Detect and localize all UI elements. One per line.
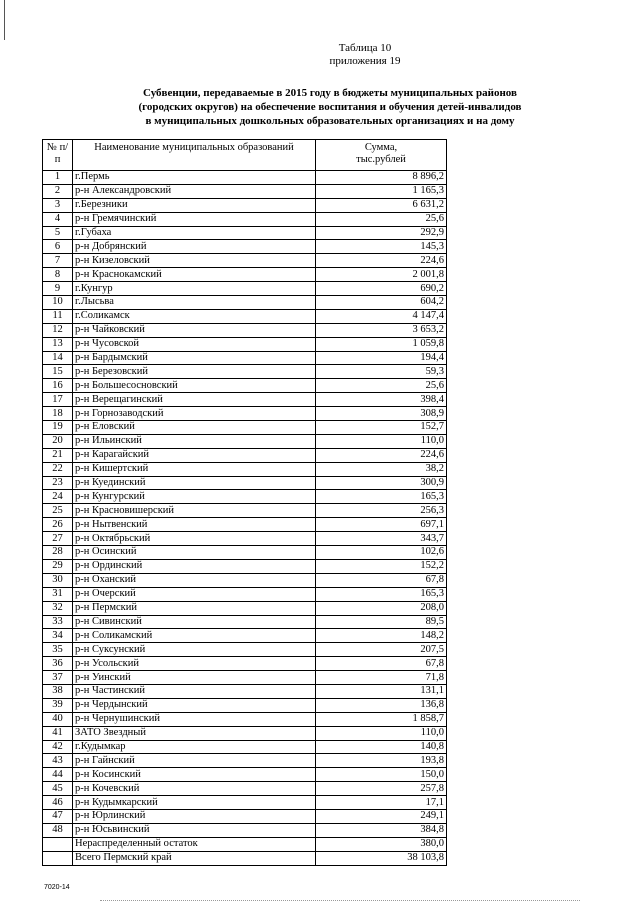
cell-name: р-н Чернушинский (73, 712, 316, 726)
table-row (43, 212, 447, 226)
appendix-label: приложения 19 (329, 55, 401, 67)
table-row (43, 476, 447, 490)
table-row (43, 643, 447, 657)
cell-sum: 102,6 (316, 546, 447, 560)
table-row (43, 615, 447, 629)
table-row (43, 490, 447, 504)
cell-num: 13 (43, 337, 73, 351)
cell-num: 45 (43, 782, 73, 796)
cell-name: р-н Красновишерский (73, 504, 316, 518)
table-row (43, 462, 447, 476)
table-row (43, 379, 447, 393)
cell-num: 35 (43, 643, 73, 657)
cell-name: р-н Березовский (73, 365, 316, 379)
cell-num (43, 851, 73, 865)
table-row (43, 532, 447, 546)
cell-num: 26 (43, 518, 73, 532)
table-row (43, 698, 447, 712)
table-row (43, 184, 447, 198)
cell-sum: 67,8 (316, 573, 447, 587)
cell-num: 44 (43, 768, 73, 782)
table-row (43, 421, 447, 435)
cell-num: 23 (43, 476, 73, 490)
cell-num: 40 (43, 712, 73, 726)
column-header-sum-line1: Сумма, (364, 142, 398, 153)
table-row (43, 323, 447, 337)
cell-num: 31 (43, 587, 73, 601)
table-row (43, 296, 447, 310)
cell-sum: 292,9 (316, 226, 447, 240)
cell-sum: 67,8 (316, 657, 447, 671)
cell-sum: 207,5 (316, 643, 447, 657)
table-row (43, 448, 447, 462)
cell-num: 41 (43, 726, 73, 740)
title-line-3: в муниципальных дошкольных образовательных организациях и на дому (145, 115, 515, 127)
table-row (43, 726, 447, 740)
cell-name: г.Пермь (73, 171, 316, 185)
cell-name: р-н Куединский (73, 476, 316, 490)
cell-num: 15 (43, 365, 73, 379)
cell-name: р-н Гремячинский (73, 212, 316, 226)
table-body (43, 171, 447, 866)
cell-sum: 2 001,8 (316, 268, 447, 282)
cell-name: р-н Кизеловский (73, 254, 316, 268)
cell-sum: 256,3 (316, 504, 447, 518)
cell-sum: 224,6 (316, 254, 447, 268)
cell-name: р-н Пермский (73, 601, 316, 615)
cell-sum: 136,8 (316, 698, 447, 712)
cell-num: 38 (43, 684, 73, 698)
cell-sum: 257,8 (316, 782, 447, 796)
cell-name: р-н Оханский (73, 573, 316, 587)
cell-name: р-н Уинский (73, 671, 316, 685)
cell-num: 36 (43, 657, 73, 671)
cell-num: 39 (43, 698, 73, 712)
column-header-sum-line2: тыс.рублей (356, 154, 406, 165)
cell-sum: 110,0 (316, 726, 447, 740)
cell-sum: 145,3 (316, 240, 447, 254)
cell-sum: 193,8 (316, 754, 447, 768)
cell-num: 34 (43, 629, 73, 643)
cell-name: г.Березники (73, 198, 316, 212)
cell-num: 6 (43, 240, 73, 254)
table-row (43, 823, 447, 837)
cell-num: 25 (43, 504, 73, 518)
cell-name: ЗАТО Звездный (73, 726, 316, 740)
table-row (43, 518, 447, 532)
cell-sum: 1 059,8 (316, 337, 447, 351)
table-row (43, 837, 447, 851)
table-row (43, 782, 447, 796)
table-row (43, 712, 447, 726)
cell-sum: 249,1 (316, 809, 447, 823)
cell-name: р-н Осинский (73, 546, 316, 560)
cell-sum: 194,4 (316, 351, 447, 365)
cell-sum: 17,1 (316, 796, 447, 810)
table-label: Таблица 10 (338, 42, 392, 54)
cell-name: р-н Частинский (73, 684, 316, 698)
cell-num: 22 (43, 462, 73, 476)
cell-name: р-н Суксунский (73, 643, 316, 657)
cell-num: 11 (43, 309, 73, 323)
cell-name: р-н Бардымский (73, 351, 316, 365)
table-row (43, 226, 447, 240)
cell-name: г.Соликамск (73, 309, 316, 323)
cell-name: г.Кунгур (73, 282, 316, 296)
table-row (43, 434, 447, 448)
cell-sum: 384,8 (316, 823, 447, 837)
table-row (43, 559, 447, 573)
cell-name: р-н Юсьвинский (73, 823, 316, 837)
cell-name: р-н Соликамский (73, 629, 316, 643)
table-row (43, 407, 447, 421)
cell-sum: 140,8 (316, 740, 447, 754)
table-row (43, 796, 447, 810)
column-header-sum (316, 140, 447, 171)
cell-name: р-н Краснокамский (73, 268, 316, 282)
cell-num: 27 (43, 532, 73, 546)
cell-sum: 1 165,3 (316, 184, 447, 198)
cell-num: 48 (43, 823, 73, 837)
cell-num (43, 837, 73, 851)
cell-name: р-н Кудымкарский (73, 796, 316, 810)
cell-num: 8 (43, 268, 73, 282)
cell-sum: 300,9 (316, 476, 447, 490)
cell-sum: 152,7 (316, 421, 447, 435)
cell-num: 3 (43, 198, 73, 212)
cell-name: р-н Ильинский (73, 434, 316, 448)
table-row (43, 365, 447, 379)
cell-name: р-н Горнозаводский (73, 407, 316, 421)
column-header-num: № п/п (43, 140, 73, 171)
cell-name: р-н Сивинский (73, 615, 316, 629)
cell-name: Нераспределенный остаток (73, 837, 316, 851)
cell-name: г.Губаха (73, 226, 316, 240)
cell-name: р-н Еловский (73, 421, 316, 435)
table-row (43, 268, 447, 282)
cell-sum: 148,2 (316, 629, 447, 643)
table-header-row (43, 140, 447, 171)
cell-num: 46 (43, 796, 73, 810)
cell-sum: 25,6 (316, 212, 447, 226)
cell-sum: 38,2 (316, 462, 447, 476)
cell-sum: 110,0 (316, 434, 447, 448)
cell-sum: 604,2 (316, 296, 447, 310)
cell-name: р-н Гайнский (73, 754, 316, 768)
cell-sum: 165,3 (316, 490, 447, 504)
cell-num: 1 (43, 171, 73, 185)
table-row (43, 240, 447, 254)
cell-num: 42 (43, 740, 73, 754)
cell-num: 16 (43, 379, 73, 393)
cell-sum: 697,1 (316, 518, 447, 532)
table-row (43, 254, 447, 268)
cell-sum: 165,3 (316, 587, 447, 601)
cell-sum: 71,8 (316, 671, 447, 685)
cell-num: 37 (43, 671, 73, 685)
cell-num: 33 (43, 615, 73, 629)
cell-name: р-н Александровский (73, 184, 316, 198)
cell-num: 10 (43, 296, 73, 310)
table-row (43, 337, 447, 351)
cell-sum: 6 631,2 (316, 198, 447, 212)
cell-num: 17 (43, 393, 73, 407)
cell-name: р-н Большесосновский (73, 379, 316, 393)
cell-name: р-н Чусовской (73, 337, 316, 351)
table-row (43, 809, 447, 823)
cell-name: р-н Верещагинский (73, 393, 316, 407)
cell-sum: 59,3 (316, 365, 447, 379)
cell-num: 21 (43, 448, 73, 462)
cell-name: р-н Кунгурский (73, 490, 316, 504)
cell-num: 12 (43, 323, 73, 337)
scan-edge-line (4, 0, 5, 40)
cell-sum: 224,6 (316, 448, 447, 462)
cell-num: 32 (43, 601, 73, 615)
cell-sum: 150,0 (316, 768, 447, 782)
cell-num: 9 (43, 282, 73, 296)
cell-sum: 208,0 (316, 601, 447, 615)
table-row (43, 351, 447, 365)
cell-name: р-н Нытвенский (73, 518, 316, 532)
cell-name: р-н Кочевский (73, 782, 316, 796)
cell-sum: 152,2 (316, 559, 447, 573)
cell-name: р-н Октябрьский (73, 532, 316, 546)
cell-sum: 398,4 (316, 393, 447, 407)
cell-name: р-н Очерский (73, 587, 316, 601)
cell-num: 4 (43, 212, 73, 226)
table-row (43, 601, 447, 615)
table-row (43, 629, 447, 643)
table-row (43, 754, 447, 768)
cell-num: 7 (43, 254, 73, 268)
cell-sum: 3 653,2 (316, 323, 447, 337)
table-row (43, 740, 447, 754)
table-caption (300, 42, 430, 68)
cell-sum: 308,9 (316, 407, 447, 421)
table-row (43, 671, 447, 685)
table-row (43, 309, 447, 323)
cell-num: 24 (43, 490, 73, 504)
cell-sum: 4 147,4 (316, 309, 447, 323)
cell-name: р-н Карагайский (73, 448, 316, 462)
cell-num: 29 (43, 559, 73, 573)
cell-name: р-н Кишертский (73, 462, 316, 476)
table-row (43, 393, 447, 407)
table-row (43, 198, 447, 212)
cell-sum: 1 858,7 (316, 712, 447, 726)
bottom-dotted-line (100, 900, 580, 901)
cell-sum: 38 103,8 (316, 851, 447, 865)
cell-name: г.Кудымкар (73, 740, 316, 754)
cell-num: 19 (43, 421, 73, 435)
cell-name: р-н Ординский (73, 559, 316, 573)
cell-num: 5 (43, 226, 73, 240)
cell-num: 2 (43, 184, 73, 198)
cell-sum: 690,2 (316, 282, 447, 296)
document-title (40, 86, 620, 128)
table-row (43, 282, 447, 296)
cell-sum: 25,6 (316, 379, 447, 393)
cell-sum: 89,5 (316, 615, 447, 629)
cell-name: р-н Чердынский (73, 698, 316, 712)
cell-name: р-н Добрянский (73, 240, 316, 254)
cell-name: р-н Юрлинский (73, 809, 316, 823)
cell-sum: 131,1 (316, 684, 447, 698)
cell-num: 47 (43, 809, 73, 823)
cell-sum: 380,0 (316, 837, 447, 851)
column-header-name: Наименование муниципальных образований (73, 140, 316, 171)
subsidy-table (42, 139, 447, 866)
table-row (43, 546, 447, 560)
cell-num: 28 (43, 546, 73, 560)
cell-num: 20 (43, 434, 73, 448)
table-row (43, 587, 447, 601)
table-row (43, 657, 447, 671)
title-line-1: Субвенции, передаваемые в 2015 году в бюджеты муниципальных районов (143, 87, 517, 99)
cell-num: 43 (43, 754, 73, 768)
footer-code: 7020-14 (44, 884, 70, 891)
cell-name: р-н Чайковский (73, 323, 316, 337)
cell-num: 14 (43, 351, 73, 365)
cell-num: 18 (43, 407, 73, 421)
table-row (43, 851, 447, 865)
cell-name: р-н Косинский (73, 768, 316, 782)
cell-sum: 8 896,2 (316, 171, 447, 185)
table-row (43, 573, 447, 587)
cell-name: Всего Пермский край (73, 851, 316, 865)
title-line-2: (городских округов) на обеспечение воспитания и обучения детей-инвалидов (138, 101, 522, 113)
cell-sum: 343,7 (316, 532, 447, 546)
table-row (43, 684, 447, 698)
table-row (43, 504, 447, 518)
cell-num: 30 (43, 573, 73, 587)
table-row (43, 171, 447, 185)
cell-name: р-н Усольский (73, 657, 316, 671)
cell-name: г.Лысьва (73, 296, 316, 310)
table-row (43, 768, 447, 782)
